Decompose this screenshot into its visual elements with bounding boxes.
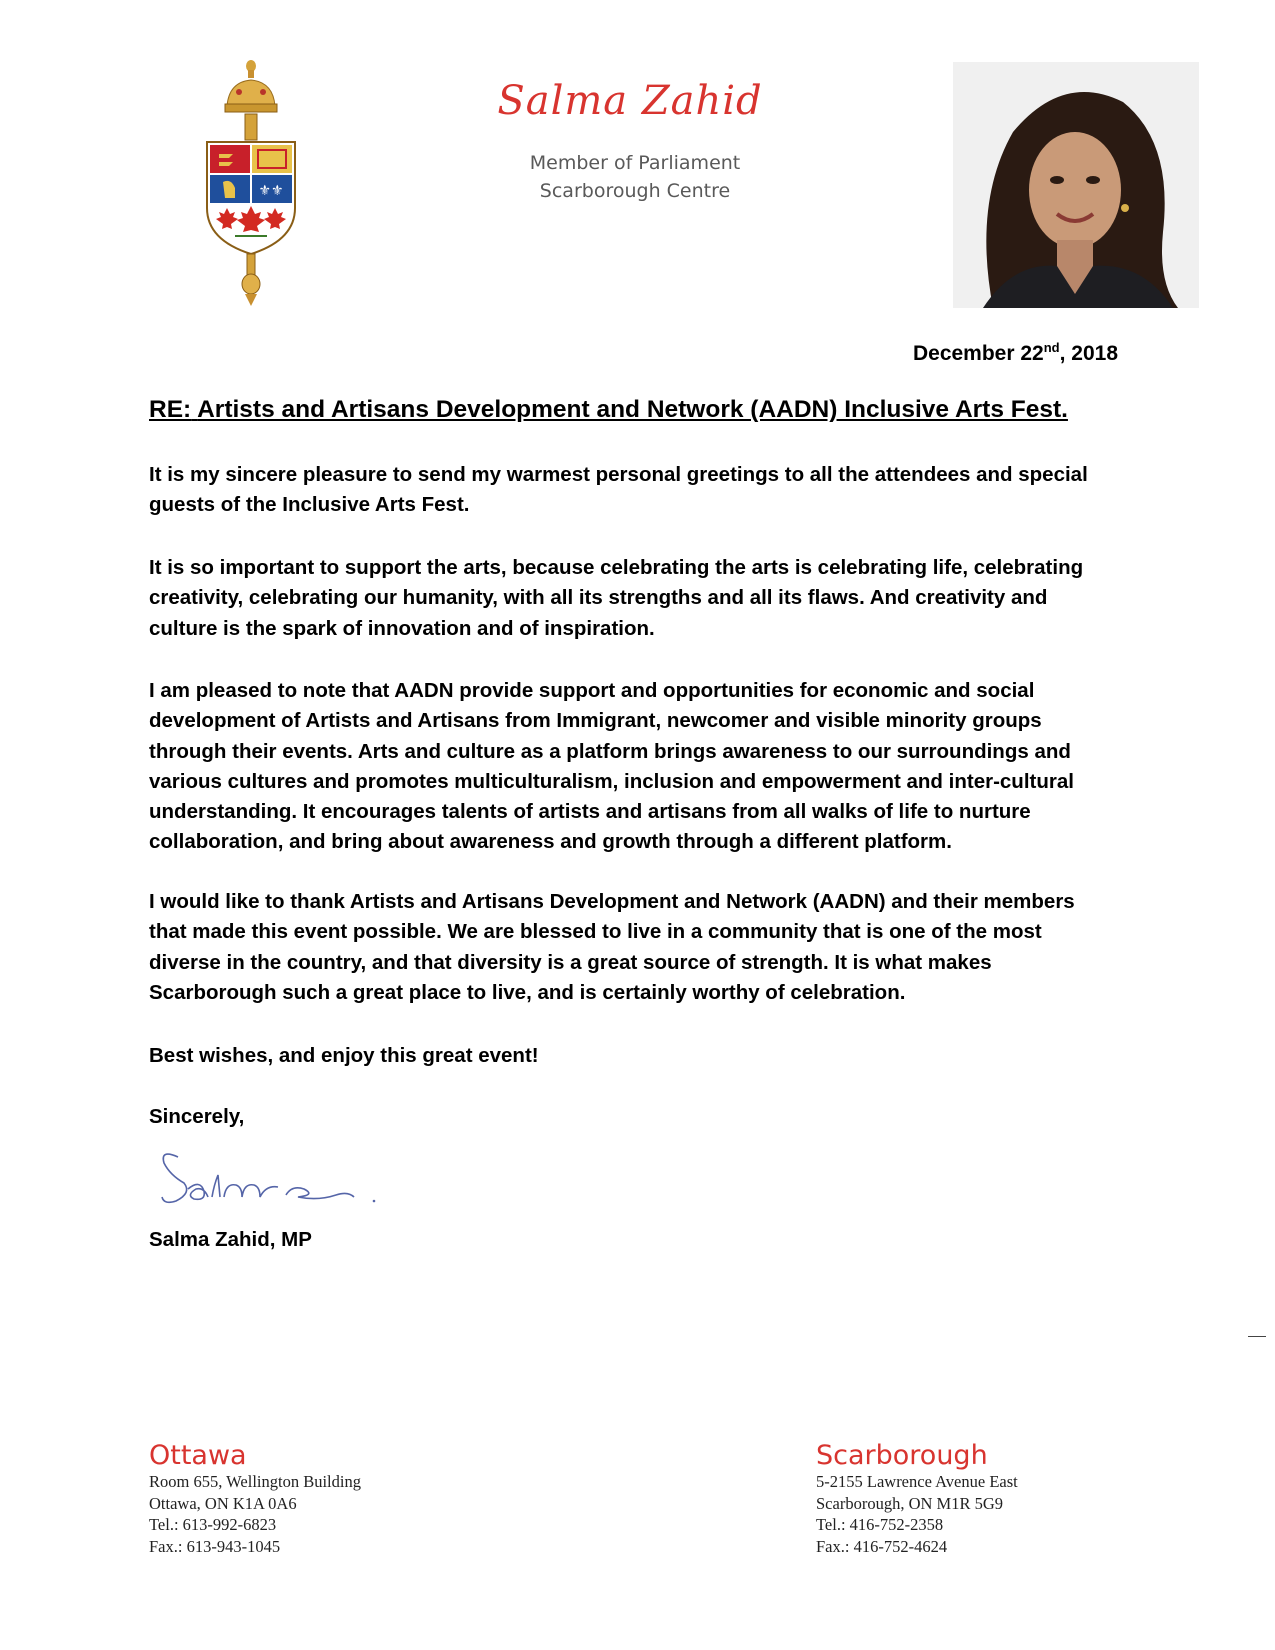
office-city: Scarborough [816,1440,988,1471]
date-main: December 22 [912,342,1044,365]
body-paragraph: It is so important to support the arts, because celebrating the arts is celebrating life, celebrating creativity, celebrating our humanity, with all its strengths and all its flaws. And creativity and culture is the spark of innovation and of inspiration. [149,556,1084,640]
office-ottawa [149,1440,361,1557]
office-phone: Tel.: 613-992-6823 [149,1515,277,1534]
subject-text: Artists and Artisans Development and Network (AADN) Inclusive Arts Fest. [197,396,1068,423]
letter-subject [149,396,1068,424]
letter-date [913,340,1118,366]
svg-text:⚜⚜: ⚜⚜ [258,182,284,198]
letterhead-name: Salma Zahid [497,78,763,124]
letterhead-riding: Scarborough Centre [539,180,731,202]
office-address-line: Scarborough, ON M1R 5G9 [816,1493,1003,1513]
office-address-line: Room 655, Wellington Building [149,1472,361,1491]
office-address-line: 5-2155 Lawrence Avenue East [816,1472,1018,1491]
date-suffix: nd [1043,340,1060,355]
portrait-photo [953,62,1199,308]
office-address-line: Ottawa, ON K1A 0A6 [149,1493,297,1513]
closing-salutation: Sincerely, [149,1105,245,1128]
body-paragraph: I would like to thank Artists and Artisans Development and Network (AADN) and their members that made this event possible. We are blessed to live in a community that is one of the most diverse in the country, and that diversity is a great source of strength. It is what makes Scarborough such a great place to live, and is certainly worthy of celebration. [149,890,1075,1004]
office-city: Ottawa [149,1440,247,1471]
house-of-commons-crest [205,58,297,308]
letterhead-title: Member of Parliament [529,152,741,174]
office-phone: Tel.: 416-752-2358 [816,1515,944,1534]
office-scarborough [816,1440,1018,1557]
body-paragraph: I am pleased to note that AADN provide support and opportunities for economic and social development of Artists and Artisans from Immigrant, newcomer and visible minority groups through their events. Arts and culture as a platform brings awareness to our surroundings and various cultures and promotes multiculturalism, inclusion and empowerment and inter-cultural understanding. It encourages talents of artists and artisans from all walks of life to nurture collaboration, and bring about awareness and growth through a different platform. [149,679,1074,854]
office-fax: Fax.: 416-752-4624 [816,1536,948,1556]
handwritten-signature [158,1145,398,1215]
date-year: , 2018 [1059,342,1118,365]
signer-name: Salma Zahid, MP [149,1228,312,1251]
subject-prefix: RE: [149,396,192,423]
body-paragraph: It is my sincere pleasure to send my warmest personal greetings to all the attendees and special guests of the Inclusive Arts Fest. [149,463,1088,517]
office-fax: Fax.: 613-943-1045 [149,1536,281,1556]
margin-mark [1248,1336,1266,1337]
closing-wish: Best wishes, and enjoy this great event! [149,1044,539,1067]
